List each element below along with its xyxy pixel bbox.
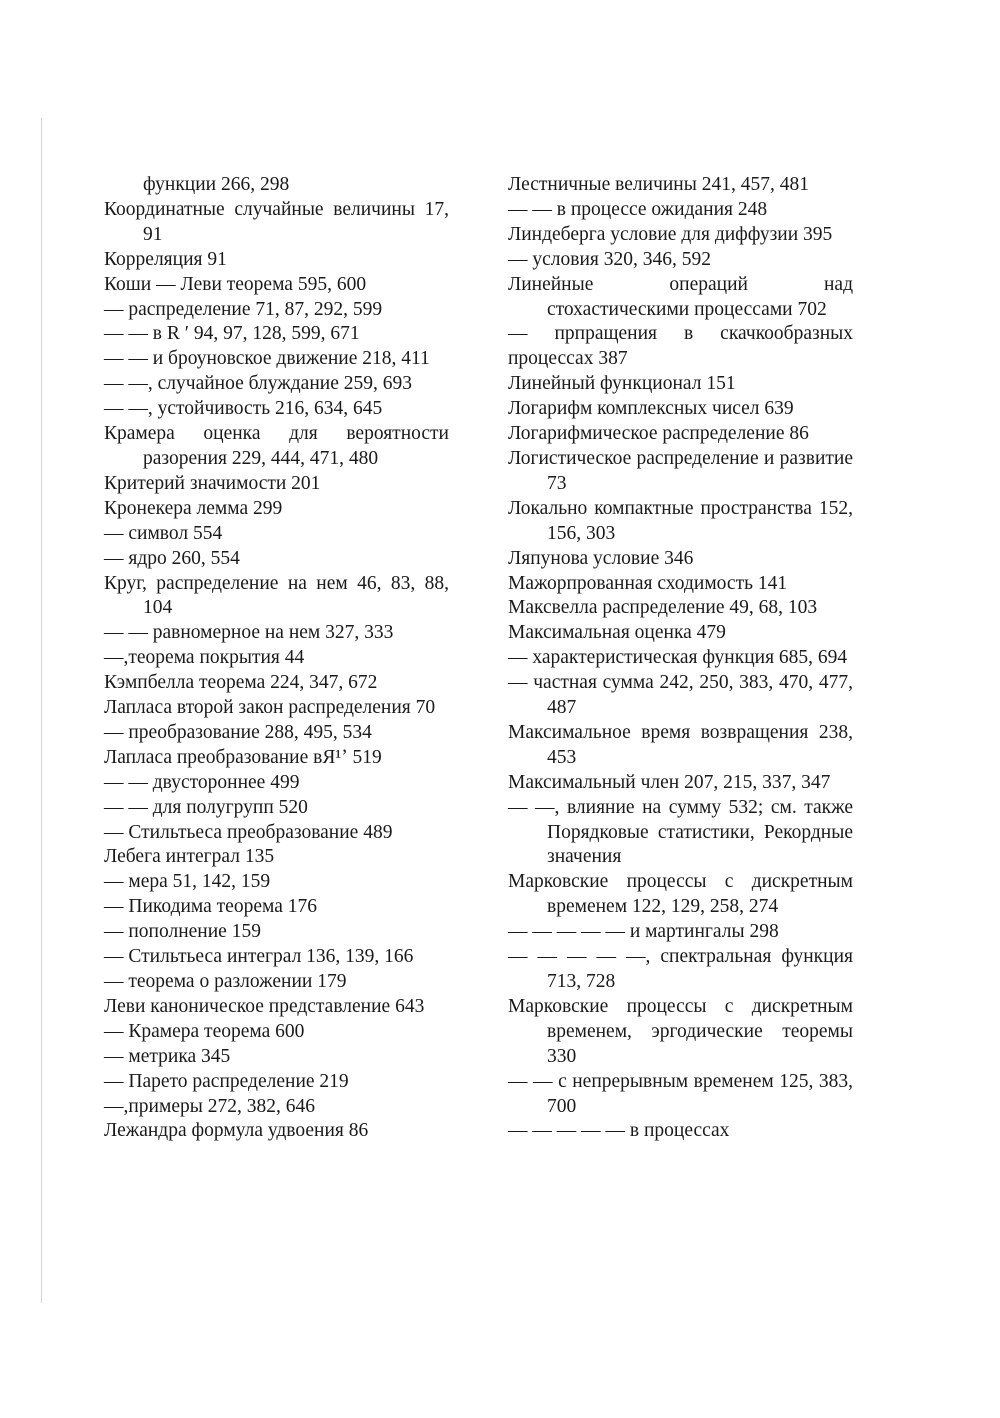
index-entry: — частная сумма 242, 250, 383, 470, 477, 487 xyxy=(508,672,853,719)
index-entry: функции 266, 298 xyxy=(143,174,290,195)
index-entry: Логистическое распределение и развитие 73 xyxy=(508,447,853,494)
index-column-right xyxy=(508,173,853,1144)
index-entry: Лебега интеграл 135 xyxy=(104,846,275,868)
index-entry: Локально компактные пространства 152, 156, 303 xyxy=(508,497,853,544)
index-entry: — Крамера теорема 600 xyxy=(104,1020,305,1042)
index-entry: Линейный функционал 151 xyxy=(508,373,736,395)
index-entry: Максимальное время возвращения 238, 453 xyxy=(508,721,853,768)
index-entry: — мера 51, 142, 159 xyxy=(104,871,271,893)
index-entry: Максимальная оценка 479 xyxy=(508,622,726,644)
index-entry: Максвелла распределение 49, 68, 103 xyxy=(508,597,818,619)
index-entry: — — в процессе ожидания 248 xyxy=(508,198,768,220)
index-entry: Критерий значимости 201 xyxy=(104,472,321,494)
index-entry: Лапласа второй закон распределения 70 xyxy=(104,697,436,719)
index-entry: Коши — Леви теорема 595, 600 xyxy=(104,273,367,295)
index-entry: — метрика 345 xyxy=(104,1045,231,1067)
index-entry: — — равномерное на нем 327, 333 xyxy=(104,622,394,644)
index-entry: Лапласа преобразование вЯ¹ʼ 519 xyxy=(104,746,382,768)
index-entry: — — в R ′ 94, 97, 128, 599, 671 xyxy=(104,323,360,345)
index-entry: — —, устойчивость 216, 634, 645 xyxy=(104,398,383,420)
index-entry: — — двустороннее 499 xyxy=(104,771,300,793)
index-entry: — характеристическая функция 685, 694 xyxy=(508,647,848,669)
page-margin-line xyxy=(41,118,42,1303)
index-entry: Корреляция 91 xyxy=(104,248,227,270)
index-entry: Марковские процессы с дискретным временем 122, 129, 258, 274 xyxy=(508,871,853,918)
index-entry: — Пикодима теорема 176 xyxy=(104,896,317,918)
index-entry: Логарифм комплексных чисел 639 xyxy=(508,398,794,420)
index-entry: Линдеберга условие для диффузии 395 xyxy=(508,223,833,245)
index-entry: Леви каноническое представление 643 xyxy=(104,995,425,1017)
index-entry: Максимальный член 207, 215, 337, 347 xyxy=(508,771,831,793)
index-entry: — пополнение 159 xyxy=(104,921,261,943)
index-entry: Круг, распределение на нем 46, 83, 88, 104 xyxy=(104,572,449,619)
index-entry: Кэмпбелла теорема 224, 347, 672 xyxy=(104,672,378,694)
index-column-left xyxy=(104,173,449,1144)
index-entry: Кронекера лемма 299 xyxy=(104,497,283,519)
index-entry: — —, влияние на сумму 532; см. также Порядковые статистики, Рекордные значения xyxy=(508,796,853,868)
index-entry: — условия 320, 346, 592 xyxy=(508,248,711,270)
index-entry: — — — — — в процессах xyxy=(508,1120,730,1142)
index-entry: Логарифмическое распределение 86 xyxy=(508,423,809,445)
index-entry: Лестничные величины 241, 457, 481 xyxy=(508,174,809,195)
index-entry: — распределение 71, 87, 292, 599 xyxy=(104,298,383,320)
index-entry: — Парето распределение 219 xyxy=(104,1070,349,1092)
index-entry: — теорема о разложении 179 xyxy=(104,971,347,992)
index-entry: — — — — —, спектральная функция 713, 728 xyxy=(508,946,853,992)
index-entry: — — — — — и мартингалы 298 xyxy=(508,921,779,943)
index-entry: Ляпунова условие 346 xyxy=(508,547,694,569)
index-entry: Линейные операций над стохастическими процессами 702 xyxy=(508,273,853,320)
index-entry: Лежандра формула удвоения 86 xyxy=(104,1120,369,1142)
index-entry: —,примеры 272, 382, 646 xyxy=(104,1095,315,1117)
index-entry: Крамера оценка для вероятности разорения 229, 444, 471, 480 xyxy=(104,423,449,469)
index-entry: — Стильтьеса интеграл 136, 139, 166 xyxy=(104,946,414,968)
index-entry: — Стильтьеса преобразование 489 xyxy=(104,821,393,843)
index-entry: Мажорпрованная сходимость 141 xyxy=(508,572,788,594)
index-entry: — ядро 260, 554 xyxy=(104,547,240,569)
index-entry: — — для полугрупп 520 xyxy=(104,796,308,818)
index-entry: Координатные случайные величины 17, 91 xyxy=(104,198,449,245)
index-entry: — —, случайное блуждание 259, 693 xyxy=(104,373,412,395)
index-entry: — — и броуновское движение 218, 411 xyxy=(104,348,430,370)
index-entry: — прпращения в скачкообразных процессах 387 xyxy=(508,323,853,370)
index-entry: — преобразование 288, 495, 534 xyxy=(104,721,372,743)
index-entry: —,теорема покрытия 44 xyxy=(104,647,305,669)
index-entry: Марковские процессы с дискретным временем, эргодические теоремы 330 xyxy=(508,995,853,1067)
index-entry: — символ 554 xyxy=(104,522,223,544)
index-entry: — — с непрерывным временем 125, 383, 700 xyxy=(508,1070,853,1117)
